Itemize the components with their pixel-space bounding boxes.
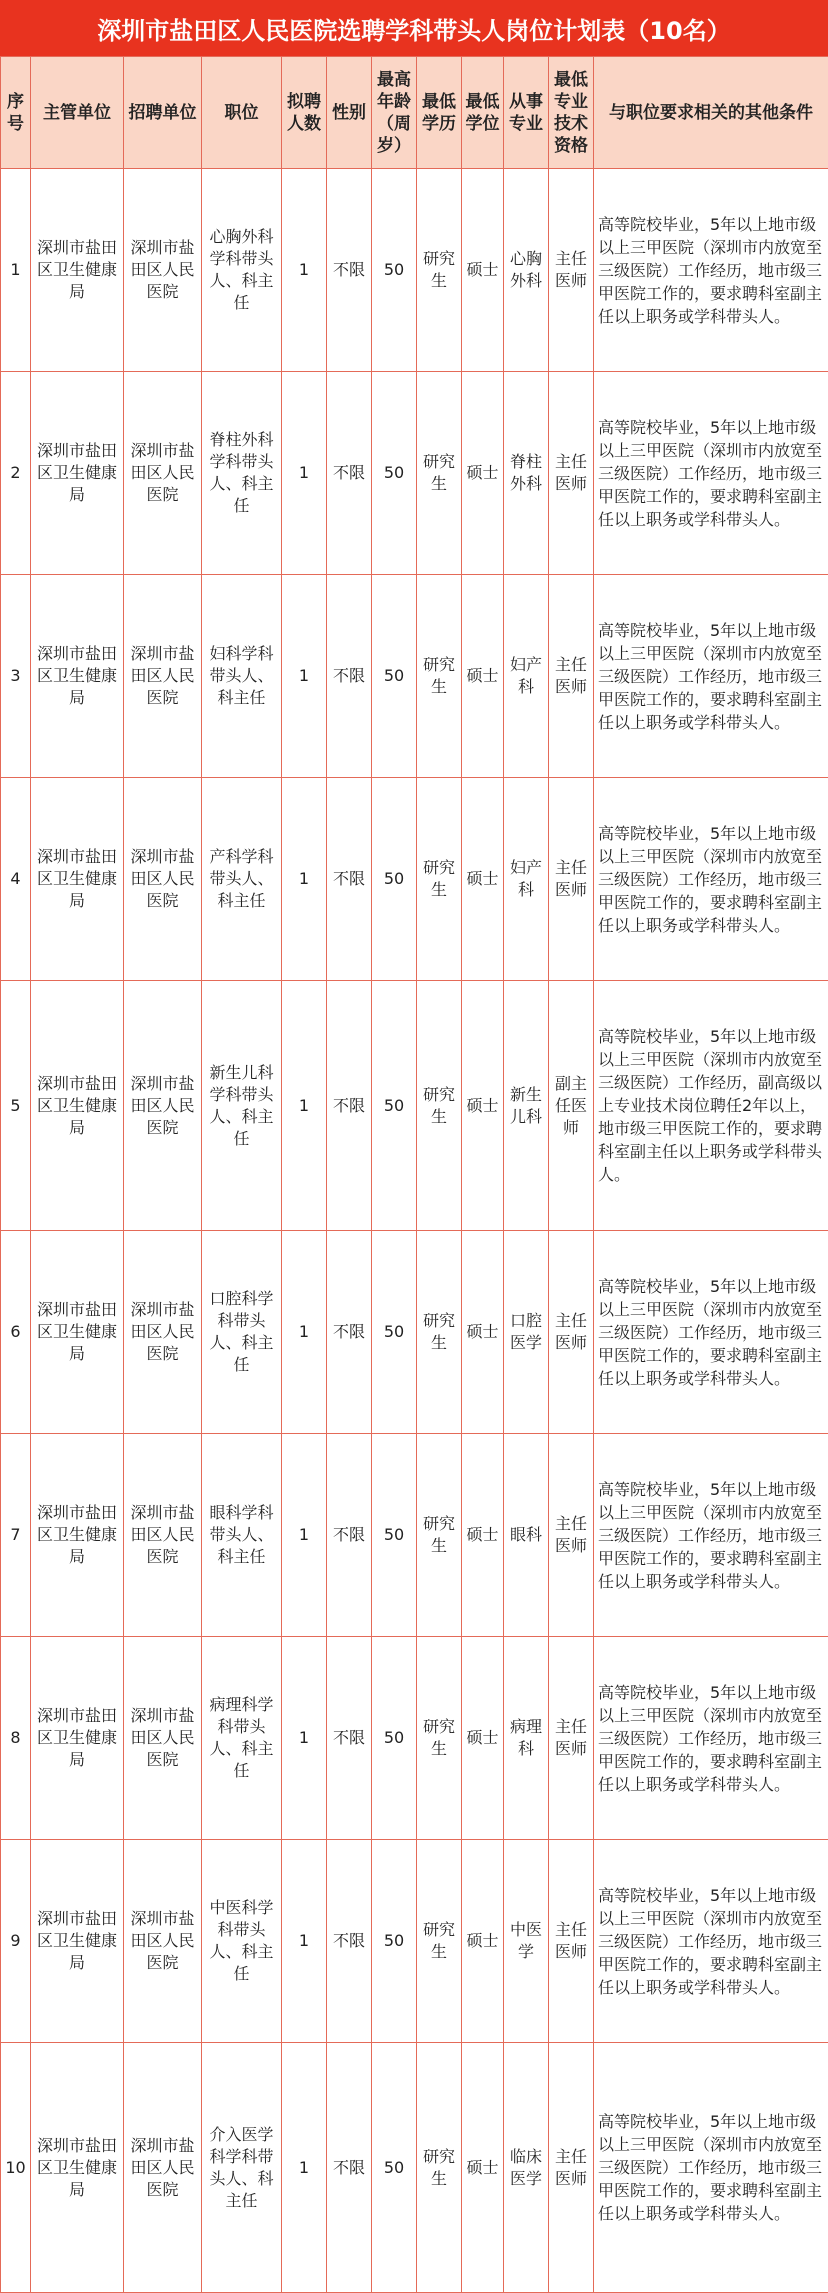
cell-count: 1 bbox=[282, 372, 327, 575]
cell-major: 临床医学 bbox=[504, 2043, 549, 2293]
cell-age: 50 bbox=[372, 1840, 417, 2043]
table-row bbox=[1, 169, 828, 372]
cell-gender: 不限 bbox=[327, 575, 372, 778]
cell-gender: 不限 bbox=[327, 169, 372, 372]
cell-gender: 不限 bbox=[327, 2043, 372, 2293]
cell-count: 1 bbox=[282, 1231, 327, 1434]
cell-age: 50 bbox=[372, 981, 417, 1231]
cell-cond: 高等院校毕业，5年以上地市级以上三甲医院（深圳市内放宽至三级医院）工作经历，地市级三甲医院工作的，要求聘科室副主任以上职务或学科带头人。 bbox=[594, 1231, 828, 1434]
cell-dept: 深圳市盐田区卫生健康局 bbox=[31, 575, 124, 778]
cell-gender: 不限 bbox=[327, 981, 372, 1231]
cell-major: 心胸外科 bbox=[504, 169, 549, 372]
cell-dept: 深圳市盐田区卫生健康局 bbox=[31, 981, 124, 1231]
header-count: 拟聘人数 bbox=[282, 57, 327, 169]
table-row bbox=[1, 372, 828, 575]
cell-unit: 深圳市盐田区人民医院 bbox=[124, 1434, 202, 1637]
cell-gender: 不限 bbox=[327, 1637, 372, 1840]
cell-degree: 硕士 bbox=[462, 981, 504, 1231]
header-row bbox=[1, 57, 828, 169]
cell-major: 口腔医学 bbox=[504, 1231, 549, 1434]
cell-edu: 研究生 bbox=[417, 1840, 462, 2043]
cell-unit: 深圳市盐田区人民医院 bbox=[124, 575, 202, 778]
cell-degree: 硕士 bbox=[462, 1637, 504, 1840]
cell-no: 8 bbox=[1, 1637, 31, 1840]
cell-count: 1 bbox=[282, 1434, 327, 1637]
cell-age: 50 bbox=[372, 2043, 417, 2293]
cell-edu: 研究生 bbox=[417, 1637, 462, 1840]
table-row bbox=[1, 1434, 828, 1637]
cell-title: 主任医师 bbox=[549, 1840, 594, 2043]
cell-title: 主任医师 bbox=[549, 1434, 594, 1637]
cell-title: 主任医师 bbox=[549, 1231, 594, 1434]
cell-no: 1 bbox=[1, 169, 31, 372]
cell-unit: 深圳市盐田区人民医院 bbox=[124, 169, 202, 372]
cell-no: 10 bbox=[1, 2043, 31, 2293]
cell-edu: 研究生 bbox=[417, 1231, 462, 1434]
cell-degree: 硕士 bbox=[462, 1840, 504, 2043]
cell-dept: 深圳市盐田区卫生健康局 bbox=[31, 1231, 124, 1434]
cell-title: 副主任医师 bbox=[549, 981, 594, 1231]
cell-age: 50 bbox=[372, 778, 417, 981]
page-title: 深圳市盐田区人民医院选聘学科带头人岗位计划表（10名） bbox=[0, 0, 828, 56]
cell-count: 1 bbox=[282, 778, 327, 981]
cell-edu: 研究生 bbox=[417, 778, 462, 981]
header-no: 序号 bbox=[1, 57, 31, 169]
cell-no: 9 bbox=[1, 1840, 31, 2043]
table-row bbox=[1, 778, 828, 981]
cell-cond: 高等院校毕业，5年以上地市级以上三甲医院（深圳市内放宽至三级医院）工作经历，地市级三甲医院工作的，要求聘科室副主任以上职务或学科带头人。 bbox=[594, 372, 828, 575]
cell-cond: 高等院校毕业，5年以上地市级以上三甲医院（深圳市内放宽至三级医院）工作经历，地市级三甲医院工作的，要求聘科室副主任以上职务或学科带头人。 bbox=[594, 1434, 828, 1637]
cell-degree: 硕士 bbox=[462, 169, 504, 372]
cell-count: 1 bbox=[282, 1637, 327, 1840]
cell-no: 7 bbox=[1, 1434, 31, 1637]
cell-degree: 硕士 bbox=[462, 1231, 504, 1434]
cell-edu: 研究生 bbox=[417, 372, 462, 575]
cell-count: 1 bbox=[282, 169, 327, 372]
cell-no: 3 bbox=[1, 575, 31, 778]
cell-no: 4 bbox=[1, 778, 31, 981]
cell-cond: 高等院校毕业，5年以上地市级以上三甲医院（深圳市内放宽至三级医院）工作经历，地市级三甲医院工作的，要求聘科室副主任以上职务或学科带头人。 bbox=[594, 1840, 828, 2043]
cell-position: 心胸外科学科带头人、科主任 bbox=[202, 169, 282, 372]
cell-major: 眼科 bbox=[504, 1434, 549, 1637]
table-row bbox=[1, 575, 828, 778]
cell-dept: 深圳市盐田区卫生健康局 bbox=[31, 169, 124, 372]
cell-position: 妇科学科带头人、科主任 bbox=[202, 575, 282, 778]
cell-no: 6 bbox=[1, 1231, 31, 1434]
cell-no: 2 bbox=[1, 372, 31, 575]
header-gender: 性别 bbox=[327, 57, 372, 169]
cell-count: 1 bbox=[282, 981, 327, 1231]
cell-major: 病理科 bbox=[504, 1637, 549, 1840]
cell-cond: 高等院校毕业，5年以上地市级以上三甲医院（深圳市内放宽至三级医院）工作经历，副高级以上专业技术岗位聘任2年以上，地市级三甲医院工作的，要求聘科室副主任以上职务或学科带头人。 bbox=[594, 981, 828, 1231]
cell-degree: 硕士 bbox=[462, 778, 504, 981]
cell-degree: 硕士 bbox=[462, 575, 504, 778]
cell-age: 50 bbox=[372, 372, 417, 575]
cell-cond: 高等院校毕业，5年以上地市级以上三甲医院（深圳市内放宽至三级医院）工作经历，地市级三甲医院工作的，要求聘科室副主任以上职务或学科带头人。 bbox=[594, 1637, 828, 1840]
cell-dept: 深圳市盐田区卫生健康局 bbox=[31, 2043, 124, 2293]
cell-dept: 深圳市盐田区卫生健康局 bbox=[31, 372, 124, 575]
cell-position: 口腔科学科带头人、科主任 bbox=[202, 1231, 282, 1434]
table-row bbox=[1, 1840, 828, 2043]
cell-position: 新生儿科学科带头人、科主任 bbox=[202, 981, 282, 1231]
header-degree: 最低学位 bbox=[462, 57, 504, 169]
cell-unit: 深圳市盐田区人民医院 bbox=[124, 1840, 202, 2043]
cell-unit: 深圳市盐田区人民医院 bbox=[124, 981, 202, 1231]
cell-age: 50 bbox=[372, 1434, 417, 1637]
cell-major: 中医学 bbox=[504, 1840, 549, 2043]
cell-position: 产科学科带头人、科主任 bbox=[202, 778, 282, 981]
cell-gender: 不限 bbox=[327, 1434, 372, 1637]
cell-edu: 研究生 bbox=[417, 2043, 462, 2293]
header-unit: 招聘单位 bbox=[124, 57, 202, 169]
cell-title: 主任医师 bbox=[549, 1637, 594, 1840]
cell-edu: 研究生 bbox=[417, 169, 462, 372]
cell-gender: 不限 bbox=[327, 1231, 372, 1434]
position-plan-table bbox=[0, 56, 828, 2293]
cell-degree: 硕士 bbox=[462, 372, 504, 575]
cell-title: 主任医师 bbox=[549, 2043, 594, 2293]
cell-count: 1 bbox=[282, 2043, 327, 2293]
table-row bbox=[1, 2043, 828, 2293]
cell-cond: 高等院校毕业，5年以上地市级以上三甲医院（深圳市内放宽至三级医院）工作经历，地市级三甲医院工作的，要求聘科室副主任以上职务或学科带头人。 bbox=[594, 778, 828, 981]
cell-age: 50 bbox=[372, 169, 417, 372]
cell-cond: 高等院校毕业，5年以上地市级以上三甲医院（深圳市内放宽至三级医院）工作经历，地市级三甲医院工作的，要求聘科室副主任以上职务或学科带头人。 bbox=[594, 575, 828, 778]
cell-count: 1 bbox=[282, 575, 327, 778]
cell-cond: 高等院校毕业，5年以上地市级以上三甲医院（深圳市内放宽至三级医院）工作经历，地市级三甲医院工作的，要求聘科室副主任以上职务或学科带头人。 bbox=[594, 169, 828, 372]
cell-position: 介入医学科学科带头人、科主任 bbox=[202, 2043, 282, 2293]
table-row bbox=[1, 1231, 828, 1434]
cell-age: 50 bbox=[372, 575, 417, 778]
cell-position: 病理科学科带头人、科主任 bbox=[202, 1637, 282, 1840]
header-position: 职位 bbox=[202, 57, 282, 169]
cell-degree: 硕士 bbox=[462, 1434, 504, 1637]
cell-position: 脊柱外科学科带头人、科主任 bbox=[202, 372, 282, 575]
cell-title: 主任医师 bbox=[549, 169, 594, 372]
cell-dept: 深圳市盐田区卫生健康局 bbox=[31, 1637, 124, 1840]
cell-edu: 研究生 bbox=[417, 575, 462, 778]
header-edu: 最低学历 bbox=[417, 57, 462, 169]
cell-count: 1 bbox=[282, 1840, 327, 2043]
cell-title: 主任医师 bbox=[549, 372, 594, 575]
cell-dept: 深圳市盐田区卫生健康局 bbox=[31, 1840, 124, 2043]
cell-major: 脊柱外科 bbox=[504, 372, 549, 575]
cell-edu: 研究生 bbox=[417, 1434, 462, 1637]
cell-dept: 深圳市盐田区卫生健康局 bbox=[31, 778, 124, 981]
header-major: 从事专业 bbox=[504, 57, 549, 169]
cell-major: 新生儿科 bbox=[504, 981, 549, 1231]
table-row bbox=[1, 981, 828, 1231]
cell-unit: 深圳市盐田区人民医院 bbox=[124, 372, 202, 575]
cell-title: 主任医师 bbox=[549, 575, 594, 778]
cell-dept: 深圳市盐田区卫生健康局 bbox=[31, 1434, 124, 1637]
cell-major: 妇产科 bbox=[504, 778, 549, 981]
table-row bbox=[1, 1637, 828, 1840]
cell-cond: 高等院校毕业，5年以上地市级以上三甲医院（深圳市内放宽至三级医院）工作经历，地市级三甲医院工作的，要求聘科室副主任以上职务或学科带头人。 bbox=[594, 2043, 828, 2293]
cell-major: 妇产科 bbox=[504, 575, 549, 778]
cell-gender: 不限 bbox=[327, 372, 372, 575]
cell-position: 眼科学科带头人、科主任 bbox=[202, 1434, 282, 1637]
header-title: 最低专业技术资格 bbox=[549, 57, 594, 169]
cell-edu: 研究生 bbox=[417, 981, 462, 1231]
cell-unit: 深圳市盐田区人民医院 bbox=[124, 778, 202, 981]
header-dept: 主管单位 bbox=[31, 57, 124, 169]
cell-unit: 深圳市盐田区人民医院 bbox=[124, 1637, 202, 1840]
cell-age: 50 bbox=[372, 1637, 417, 1840]
cell-title: 主任医师 bbox=[549, 778, 594, 981]
cell-unit: 深圳市盐田区人民医院 bbox=[124, 2043, 202, 2293]
cell-degree: 硕士 bbox=[462, 2043, 504, 2293]
header-age: 最高年龄（周岁） bbox=[372, 57, 417, 169]
cell-age: 50 bbox=[372, 1231, 417, 1434]
header-cond: 与职位要求相关的其他条件 bbox=[594, 57, 828, 169]
cell-position: 中医科学科带头人、科主任 bbox=[202, 1840, 282, 2043]
cell-gender: 不限 bbox=[327, 1840, 372, 2043]
cell-no: 5 bbox=[1, 981, 31, 1231]
cell-gender: 不限 bbox=[327, 778, 372, 981]
cell-unit: 深圳市盐田区人民医院 bbox=[124, 1231, 202, 1434]
